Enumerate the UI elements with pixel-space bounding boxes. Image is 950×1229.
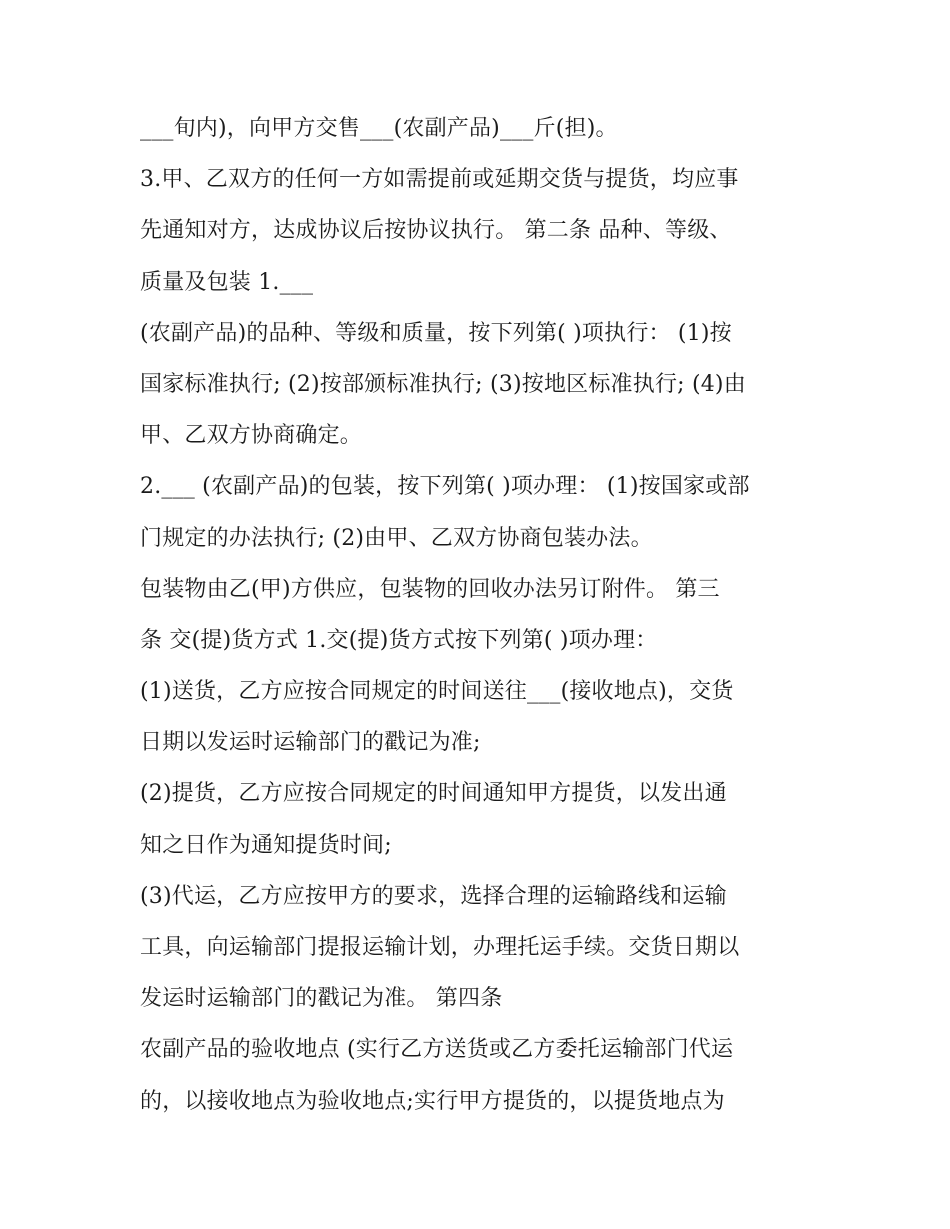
text-line: (1)送货，乙方应按合同规定的时间送往___(接收地点)，交货 [140,679,734,705]
text-line: 条 交(提)货方式 1.交(提)货方式按下列第( )项办理： [140,627,658,653]
text-line: 国家标准执行; (2)按部颁标准执行; (3)按地区标准执行; (4)由 [140,371,746,397]
text-line: 2.___ (农副产品)的包装，按下列第( )项办理： (1)按国家或部 [140,474,750,500]
text-line: 的，以接收地点为验收地点;实行甲方提货的，以提货地点为 [140,1088,725,1114]
text-line: 知之日作为通知提货时间; [140,832,392,858]
text-line: (3)代运，乙方应按甲方的要求，选择合理的运输路线和运输 [140,883,727,909]
text-line: 农副产品的验收地点 (实行乙方送货或乙方委托运输部门代运 [140,1037,734,1063]
text-line: 3.甲、乙双方的任何一方如需提前或延期交货与提货，均应事 [140,167,739,193]
text-line: ___旬内)，向甲方交售___(农副产品)___斤(担)。 [140,116,618,141]
text-line: 包装物由乙(甲)方供应，包装物的回收办法另订附件。 第三 [140,576,720,602]
text-line: 门规定的办法执行; (2)由甲、乙双方协商包装办法。 [140,525,653,551]
text-line: 质量及包装 1.___ [140,269,314,295]
contract-text-body [140,103,830,1127]
text-line: 先通知对方，达成协议后按协议执行。 第二条 品种、等级、 [140,218,732,244]
text-line: 工具，向运输部门提报运输计划，办理托运手续。交货日期以 [140,935,740,960]
text-line: 发运时运输部门的戳记为准。 第四条 [140,986,503,1012]
text-line: 甲、乙双方协商确定。 [140,423,363,449]
text-line: (农副产品)的品种、等级和质量，按下列第( )项执行： (1)按 [140,320,732,346]
text-line: 日期以发运时运输部门的戳记为准; [140,730,481,756]
text-line: (2)提货，乙方应按合同规定的时间通知甲方提货，以发出通 [140,781,727,807]
